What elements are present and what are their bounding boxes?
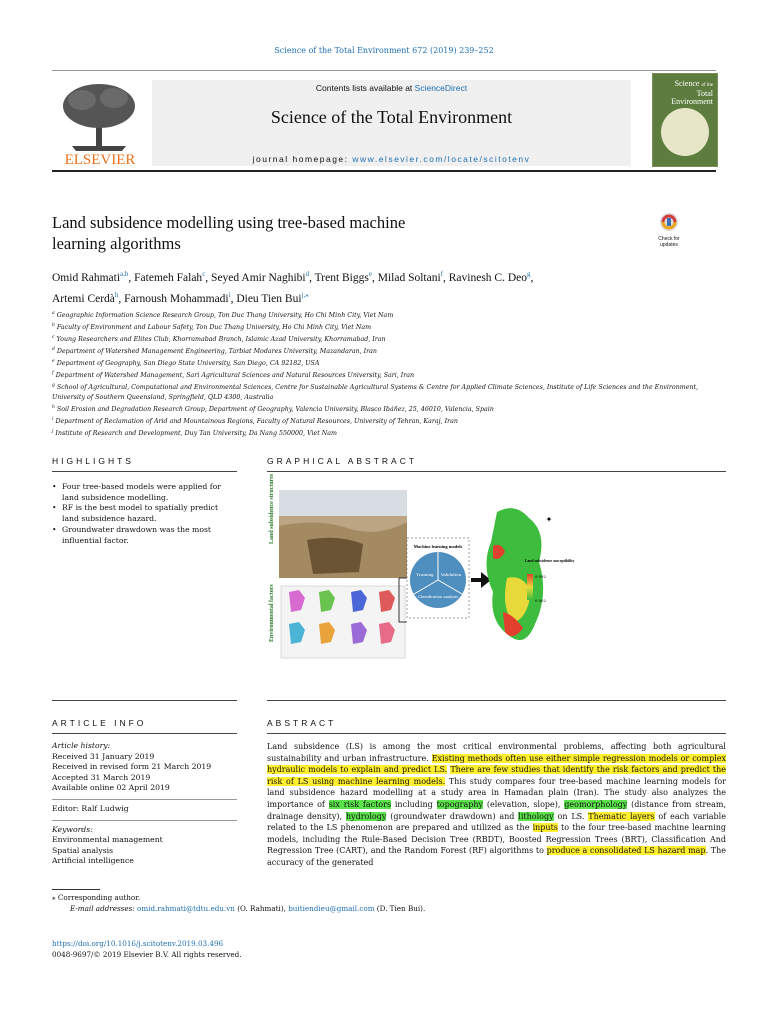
highlighted-phrase: Thematic layers: [588, 811, 655, 821]
environmental-factors-label: Environmental factors: [269, 584, 275, 642]
affiliation-item: [52, 309, 732, 321]
affiliation-text: Faculty of Environment and Labour Safety, Ton Duc Thang University, Ho Chi Minh City, Viet Nam: [56, 324, 372, 332]
highlighted-phrase: topography: [436, 799, 484, 809]
author-separator: ,: [230, 292, 237, 305]
keyword: Artificial intelligence: [52, 856, 134, 866]
graphical-abstract-heading: GRAPHICAL ABSTRACT: [267, 456, 418, 466]
author-name[interactable]: Dieu Tien Bui: [236, 292, 302, 305]
affiliation-text: Department of Geography, San Diego State University, San Diego, CA 92182, USA: [56, 360, 320, 368]
abstract-segment: This study compares four tree-based machine learning models for land subsidence hazard modelling at a study area in Hamadan plain (Iran). The study also analyzes the importance of: [267, 776, 727, 809]
article-info-heading: ARTICLE INFO: [52, 718, 147, 728]
highlight-item: • Groundwater drawdown was the most influential factor.: [52, 525, 237, 546]
cover-image: [661, 108, 709, 156]
contents-line: [152, 83, 631, 93]
affiliation-text: Department of Watershed Management, Sari Agricultural Sciences and Natural Resources University, Sari, Iran: [55, 372, 415, 380]
north-arrow-icon: ✦: [545, 515, 553, 524]
history-label: Article history:: [52, 741, 111, 750]
doi-link[interactable]: https://doi.org/10.1016/j.scitotenv.2019.03.496: [52, 939, 224, 948]
abstract-segment: (elevation, slope),: [483, 799, 565, 809]
author-list: [52, 266, 716, 308]
affiliation-text: Institute of Research and Development, Duy Tan University, Da Nang 550000, Viet Nam: [55, 430, 338, 437]
affiliation-key: b: [52, 323, 55, 328]
highlighted-phrase: hydrology: [345, 811, 387, 821]
affiliation-key: a: [52, 311, 55, 316]
footnote-rule: [52, 889, 100, 890]
legend-high-label: 0.992: [535, 574, 546, 579]
author-name[interactable]: Seyed Amir Naghibi: [211, 271, 306, 284]
author-separator: ,: [530, 271, 534, 284]
author-separator: ,: [443, 271, 449, 284]
ml-pie: [410, 552, 466, 608]
keyword: Spatial analysis: [52, 845, 114, 855]
email-owner: (O. Rahmati),: [234, 903, 289, 913]
highlights-list: [52, 482, 237, 546]
contents-prefix: Contents lists available at: [315, 83, 415, 93]
author-name[interactable]: Trent Biggs: [314, 271, 369, 284]
highlighted-phrase: geomorphology: [564, 799, 628, 809]
affiliation-item: [52, 381, 732, 403]
affiliation-item: [52, 357, 732, 369]
highlight-item: • RF is the best model to spatially predict land subsidence hazard.: [52, 503, 237, 524]
highlighted-phrase: There are few studies that identify the risk factors and predict the risk of LS using machine learning models.: [267, 765, 726, 786]
author-affiliation-marker[interactable]: i: [228, 290, 231, 299]
author-separator: ,: [118, 292, 125, 305]
cover-of-the: of the: [701, 83, 713, 88]
ml-segment-classification: Classification analysis: [417, 595, 459, 599]
copyright: 0048-9697/© 2019 Elsevier B.V. All rights reserved.: [52, 949, 242, 959]
crossmark-line2: updates: [660, 242, 678, 248]
affiliation-text: School of Agricultural, Computational and Environmental Sciences, Centre for Sustainable Agricultural Systems & Centre for Applied Climate Sciences, Institute of Life Sciences and the Environment, University of Southern Queensland, Springfield, QLD 4300, Australia: [52, 384, 699, 401]
graphical-abstract-rule: [267, 471, 726, 472]
author-name[interactable]: Farnoush Mohammadi: [124, 292, 229, 305]
journal-reference[interactable]: Science of the Total Environment 672 (2019) 239–252: [274, 46, 494, 55]
affiliation-item: [52, 321, 732, 333]
author-separator: ,: [309, 271, 315, 284]
affiliation-text: Soil Erosion and Degradation Research Group, Department of Geography, Valencia University, Blasco Ibáñez, 25, 46010, Valencia, Spain: [56, 406, 494, 413]
author-affiliation-marker[interactable]: h: [114, 290, 119, 299]
affiliations: [52, 309, 732, 439]
journal-title: Science of the Total Environment: [270, 107, 513, 127]
affiliation-key: f: [52, 371, 54, 376]
graphical-abstract-end-rule: [267, 700, 726, 701]
affiliation-text: Young Researchers and Elites Club, Khorramabad Branch, Islamic Azad University, Khorramabad, Iran: [56, 336, 386, 344]
author-name[interactable]: Artemi Cerdà: [52, 292, 115, 305]
footnotes: [52, 893, 752, 915]
affiliation-key: j: [52, 428, 54, 434]
email-link[interactable]: omid.rahmati@tdtu.edu.vn: [137, 903, 235, 913]
online-date: Available online 02 April 2019: [52, 783, 170, 793]
elsevier-wordmark: ELSEVIER: [64, 152, 136, 168]
susceptibility-legend: [527, 574, 533, 600]
abstract-segment: on LS.: [553, 811, 589, 821]
legend-low-label: 0.002: [535, 598, 546, 603]
crossmark-icon: [652, 212, 686, 232]
author-affiliation-marker[interactable]: d: [305, 270, 310, 278]
ml-models-title: Machine learning models: [413, 544, 463, 549]
email-line: [52, 904, 752, 915]
article-info: [52, 741, 237, 867]
keywords-label: Keywords:: [52, 824, 93, 834]
journal-cover-thumbnail[interactable]: [652, 73, 718, 167]
doi-block: [52, 939, 242, 961]
tree-icon: [63, 84, 135, 151]
ml-segment-validation: Validation: [440, 572, 462, 577]
article-info-rule: [52, 733, 237, 734]
header-rule: [52, 70, 716, 71]
affiliation-text: Department of Watershed Management Engineering, Tarbiat Modares University, Mazandaran, Iran: [56, 348, 377, 356]
graphical-abstract-figure[interactable]: [267, 473, 575, 662]
affiliation-item: [52, 369, 732, 381]
abstract-text: [267, 741, 726, 869]
author-affiliation-marker[interactable]: g: [527, 270, 531, 278]
elsevier-logo[interactable]: [52, 76, 148, 168]
affiliation-text: Geographic Information Science Research Group, Ton Duc Thang University, Ho Chi Minh City, Viet Nam: [56, 312, 394, 320]
header-bottom-rule: [52, 170, 716, 172]
susceptibility-title: Land subsidence susceptibility: [525, 559, 575, 563]
abstract-segment: (groundwater drawdown) and: [386, 811, 519, 821]
cover-title-line1: Science: [674, 79, 700, 88]
keyword: Environmental management: [52, 835, 163, 845]
affiliation-key: i: [52, 416, 54, 422]
article-title-line1: Land subsidence modelling using tree-based machine: [52, 213, 406, 232]
cover-title-line2: Total Environment: [671, 89, 713, 106]
article-title: [52, 212, 612, 254]
affiliation-key: h: [52, 404, 55, 410]
affiliation-item: [52, 333, 732, 345]
highlight-item: • Four tree-based models were applied for land subsidence modelling.: [52, 482, 237, 503]
ls-structures-label: Land subsidence structures: [269, 473, 275, 544]
affiliation-key: e: [52, 359, 55, 364]
author-name[interactable]: Omid Rahmati: [52, 271, 121, 284]
journal-homepage: [152, 154, 631, 164]
affiliation-text: Department of Reclamation of Arid and Mountainous Regions, Faculty of Natural Resources, University of Tehran, Karaj, Iran: [55, 418, 458, 425]
email-label: E-mail addresses:: [70, 903, 137, 913]
author-separator: ,: [205, 271, 212, 284]
email-link[interactable]: buitiendieu@gmail.com: [288, 903, 375, 913]
highlights-heading: HIGHLIGHTS: [52, 456, 134, 466]
revised-date: Received in revised form 21 March 2019: [52, 762, 212, 772]
accepted-date: Accepted 31 March 2019: [52, 772, 151, 782]
abstract-segment: of each variable related to the LS phenomenon are prepared and utilized as the: [267, 811, 726, 833]
highlighted-phrase: produce a consolidated LS hazard map: [546, 846, 706, 856]
author-affiliation-marker[interactable]: a,b: [120, 270, 129, 278]
subsidence-photo: [279, 490, 407, 578]
abstract-segment: . The accuracy of the generated: [267, 846, 727, 867]
highlights-rule: [52, 471, 237, 472]
affiliation-item: [52, 427, 732, 439]
highlighted-phrase: lithology: [518, 811, 554, 821]
graphical-abstract-end-rule-left: [52, 700, 237, 701]
author-affiliation-marker[interactable]: f: [440, 270, 443, 278]
info-divider: [52, 799, 237, 800]
affiliation-key: c: [52, 335, 55, 340]
highlighted-phrase: inputs: [532, 823, 558, 833]
abstract-segment: Land subsidence (LS) is among the most critical environmental problems, affecting both agricultural sustainability and urban infrastructure.: [267, 742, 726, 763]
abstract-segment: to the four tree-based machine learning models, including the Rule-Based Decision Tree (RBDT), Boosted Regression Trees (BRT), Classification And Regression Tree (CART), and the Random Forest (RF) algorithms to: [267, 823, 726, 856]
sciencedirect-link[interactable]: ScienceDirect: [414, 83, 468, 93]
affiliation-item: [52, 403, 732, 415]
author-name[interactable]: Ravinesh C. Deo: [448, 271, 528, 284]
factor-maps: [281, 586, 405, 658]
check-for-updates-badge[interactable]: [652, 212, 686, 246]
affiliation-key: g: [52, 383, 55, 388]
abstract-segment: (distance from stream, drainage density),: [267, 799, 726, 821]
author-separator: ,: [371, 271, 378, 284]
editor: Editor: Ralf Ludwig: [52, 803, 129, 813]
corresponding-author-note: ⁎ Corresponding author.: [52, 893, 141, 902]
author-separator: ,: [128, 271, 135, 284]
crossmark-line1: Check for: [658, 236, 680, 242]
crossmark-label: [652, 236, 686, 248]
highlighted-phrase: six risk factors: [328, 799, 392, 809]
author-affiliation-marker[interactable]: j,⁎: [301, 290, 309, 299]
abstract-heading: ABSTRACT: [267, 718, 337, 728]
affiliation-item: [52, 415, 732, 427]
homepage-link[interactable]: www.elsevier.com/locate/scitotenv: [352, 154, 531, 164]
affiliation-key: d: [52, 347, 55, 352]
email-owner: (D. Tien Bui).: [374, 903, 426, 913]
article-title-line2: learning algorithms: [52, 234, 181, 253]
author-name[interactable]: Milad Soltani: [377, 271, 441, 284]
author-name[interactable]: Fatemeh Falah: [134, 271, 203, 284]
cover-title: [653, 74, 717, 106]
highlighted-phrase: Existing methods often use either simple regression models or complex hydraulic models to explain and predict LS.: [267, 753, 727, 775]
ml-segment-training: Training: [416, 572, 434, 577]
author-affiliation-marker[interactable]: c: [202, 270, 206, 278]
author-affiliation-marker[interactable]: e: [368, 270, 372, 278]
received-date: Received 31 January 2019: [52, 751, 155, 761]
abstract-segment: including: [391, 799, 437, 809]
homepage-prefix: journal homepage:: [252, 154, 353, 164]
abstract-rule: [267, 733, 726, 734]
affiliation-item: [52, 345, 732, 357]
info-divider: [52, 820, 237, 821]
